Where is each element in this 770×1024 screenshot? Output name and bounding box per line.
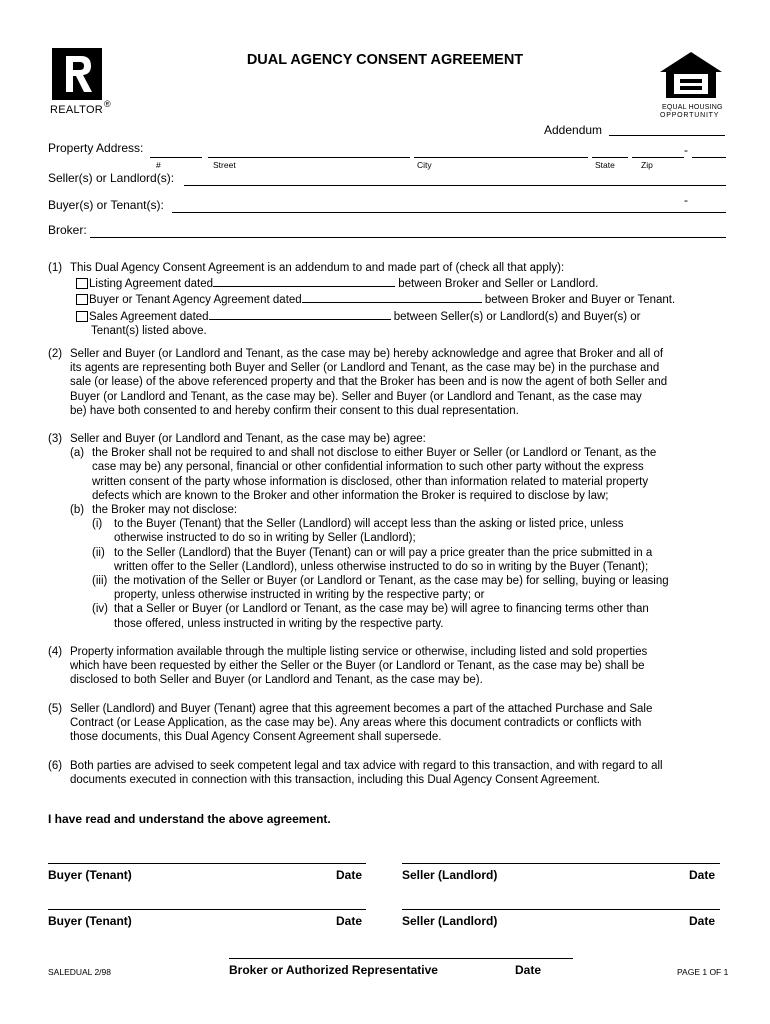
sales-agreement-row: [76, 308, 738, 324]
seller-signature-line-2[interactable]: [402, 909, 720, 910]
sellers-line[interactable]: [184, 185, 726, 186]
broker-date-label: Date: [515, 963, 542, 977]
sales-date-line[interactable]: [209, 308, 391, 320]
city-caption: City: [417, 160, 432, 170]
property-state-line[interactable]: [592, 157, 628, 158]
realtor-logo-text: REALTOR: [50, 104, 104, 116]
section-3a-line: case may be) any personal, financial or other confidential information to such other party without the express: [92, 461, 644, 474]
section-3b-item-line: otherwise instructed to do so in writing by Seller (Landlord);: [114, 532, 416, 545]
section-3b-item-line: the motivation of the Seller or Buyer (or Landlord or Tenant, as the case may be) for selling, buying or leasing: [114, 575, 669, 588]
property-address-label: Property Address:: [48, 141, 144, 155]
seller-signature-line-1[interactable]: [402, 863, 720, 864]
section-6-number: (6): [48, 760, 63, 772]
broker-line[interactable]: [90, 237, 726, 238]
sales-agreement-continuation: Tenant(s) listed above.: [91, 324, 207, 337]
section-6-line: Both parties are advised to seek competent legal and tax advice with regard to this transaction, and with regard to all: [70, 760, 663, 772]
section-4-line: disclosed to both Seller and Buyer (or Landlord and Tenant, as the case may be).: [70, 674, 483, 687]
buyers-label: Buyer(s) or Tenant(s):: [48, 198, 164, 212]
section-3a-line: written consent of the party whose information is disclosed, other than information related to material property: [92, 475, 649, 488]
section-3b-intro: the Broker may not disclose:: [92, 504, 238, 517]
property-zip-line[interactable]: [632, 157, 684, 158]
buyer-signature-line-1[interactable]: [48, 863, 366, 864]
section-2-line: be) have both consented to and hereby confirm their consent to this dual representation.: [70, 404, 519, 417]
seller-signature-label: Seller (Landlord): [402, 868, 498, 882]
section-2-line: Seller and Buyer (or Landlord and Tenant, as the case may be) hereby acknowledge and agree that Broker and all of: [70, 348, 664, 360]
section-3a-label: (a): [70, 447, 85, 460]
section-5-line: those documents, this Dual Agency Consent Agreement shall supersede.: [70, 731, 442, 744]
section-3b-item: [92, 602, 738, 630]
buyer-agency-date-line[interactable]: [302, 291, 482, 303]
buyer-signature-label: Buyer (Tenant): [48, 868, 132, 882]
section-3b-label: (b): [70, 504, 85, 517]
sellers-label: Seller(s) or Landlord(s):: [48, 171, 175, 185]
buyer-agency-label: Buyer or Tenant Agency Agreement dated: [89, 294, 302, 307]
listing-date-line[interactable]: [213, 275, 395, 287]
buyer-date-label: Date: [336, 914, 363, 928]
section-4-line: Property information available through the multiple listing service or otherwise, including listed and sold properties: [70, 646, 648, 658]
seller-signature-label: Seller (Landlord): [402, 914, 498, 928]
buyer-agency-tail: between Broker and Buyer or Tenant.: [481, 294, 676, 307]
section-3b-item-line: to the Seller (Landlord) that the Buyer (Tenant) can or will pay a price greater than the price submitted in a: [114, 546, 653, 559]
section-3b: [70, 503, 738, 631]
section-2-line: Buyer (or Landlord and Tenant, as the case may be). Seller and Buyer (or Landlord and Tenant, as the case may: [70, 390, 642, 403]
acknowledgement-statement: I have read and understand the above agreement.: [48, 812, 331, 826]
equal-housing-line1: EQUAL HOUSING: [662, 104, 723, 111]
seller-date-label: Date: [689, 868, 716, 882]
section-4-line: which have been requested by either the Seller or the Buyer (or Landlord or Tenant, as the case may be) shall be: [70, 660, 645, 673]
buyer-signature-line-2[interactable]: [48, 909, 366, 910]
buyer-signature-label: Buyer (Tenant): [48, 914, 132, 928]
section-3b-item: [92, 546, 738, 574]
section-3a-line: the Broker shall not be required to and shall not disclose to either Buyer or Seller (or Landlord or Tenant, as the: [92, 447, 657, 460]
listing-agreement-tail: between Broker and Seller or Landlord.: [395, 278, 599, 291]
seller-date-label: Date: [689, 914, 716, 928]
section-3b-item: [92, 574, 738, 602]
street-caption: Street: [213, 160, 236, 170]
sales-agreement-label: Sales Agreement dated: [89, 310, 209, 323]
buyers-line[interactable]: [172, 212, 726, 213]
section-3a: [70, 446, 738, 503]
section-1-number: (1): [48, 262, 63, 274]
addendum-label: Addendum: [544, 123, 603, 137]
equal-housing-logo: [656, 50, 726, 120]
section-3b-item-label: (iv): [92, 603, 108, 616]
listing-agreement-label: Listing Agreement dated: [89, 278, 214, 291]
section-3b-item-line: those offered, unless instructed in writing by the respective party.: [114, 617, 444, 630]
addendum-line[interactable]: [609, 135, 725, 136]
section-3b-item-line: to the Buyer (Tenant) that the Seller (Landlord) will accept less than the asking or listed price, unless: [114, 518, 624, 531]
buyer-agency-checkbox[interactable]: [76, 294, 88, 305]
section-3-number: (3): [48, 433, 63, 445]
section-1-intro: This Dual Agency Consent Agreement is an addendum to and made part of (check all that apply):: [70, 262, 565, 274]
buyer-date-label: Date: [336, 868, 363, 882]
listing-agreement-checkbox[interactable]: [76, 278, 88, 289]
section-2-line: its agents are representing both Buyer and Seller (or Landlord and Tenant, as the case may be) in the purchase and: [70, 362, 660, 375]
hash-caption: #: [156, 160, 161, 170]
registered-mark: ®: [104, 99, 111, 109]
section-3-intro: Seller and Buyer (or Landlord and Tenant, as the case may be) agree:: [70, 433, 426, 445]
section-5-number: (5): [48, 703, 63, 715]
section-5-line: Seller (Landlord) and Buyer (Tenant) agree that this agreement becomes a part of the attached Purchase and Sale: [70, 703, 653, 715]
broker-label: Broker:: [48, 223, 87, 237]
section-2-number: (2): [48, 348, 63, 360]
property-zip4-line[interactable]: [692, 157, 726, 158]
section-3b-item-label: (i): [92, 518, 103, 531]
property-street-line[interactable]: [208, 157, 410, 158]
equal-housing-line2: OPPORTUNITY: [660, 112, 720, 119]
document-title: DUAL AGENCY CONSENT AGREEMENT: [246, 52, 524, 68]
section-4-number: (4): [48, 646, 63, 658]
section-3a-line: defects which are known to the Broker and other information the Broker is required to disclose by law;: [92, 489, 609, 502]
section-3b-item-label: (iii): [92, 575, 108, 588]
section-3b-item-label: (ii): [92, 546, 105, 559]
sales-agreement-checkbox[interactable]: [76, 311, 88, 322]
section-5-line: Contract (or Lease Application, as the case may be). Any areas where this document contradicts or conflicts with: [70, 717, 642, 730]
section-3b-item-line: that a Seller or Buyer (or Landlord or Tenant, as the case may be) will agree to financing terms other than: [114, 603, 649, 616]
section-6-line: documents executed in connection with this transaction, including this Dual Agency Consent Agreement.: [70, 774, 600, 787]
zip-caption: Zip: [641, 160, 653, 170]
property-city-line[interactable]: [414, 157, 588, 158]
broker-signature-line[interactable]: [229, 958, 573, 959]
zip-dash: -: [684, 143, 688, 157]
sales-agreement-tail: between Seller(s) or Landlord(s) and Buyer(s) or: [390, 310, 641, 323]
section-3b-item-line: property, unless otherwise instructed in writing by the respective party; or: [114, 589, 485, 602]
section-3b-item: [92, 517, 738, 545]
section-3b-item-line: written offer to the Seller (Landlord), unless otherwise instructed to do so in writing by the Buyer (Tenant);: [114, 560, 649, 573]
state-caption: State: [595, 160, 615, 170]
page-number: PAGE 1 OF 1: [677, 967, 729, 977]
broker-signature-label: Broker or Authorized Representative: [229, 963, 438, 977]
property-number-line[interactable]: [150, 157, 202, 158]
section-2-line: sale (or lease) of the above referenced property and that the Broker has been and is now the agent of both Seller and: [70, 376, 668, 389]
listing-agreement-row: [76, 275, 738, 291]
form-code: SALEDUAL 2/98: [48, 967, 111, 977]
buyer-agency-row: [76, 291, 738, 307]
equal-housing-house-icon: [658, 50, 724, 100]
buyers-dash: -: [684, 193, 688, 207]
